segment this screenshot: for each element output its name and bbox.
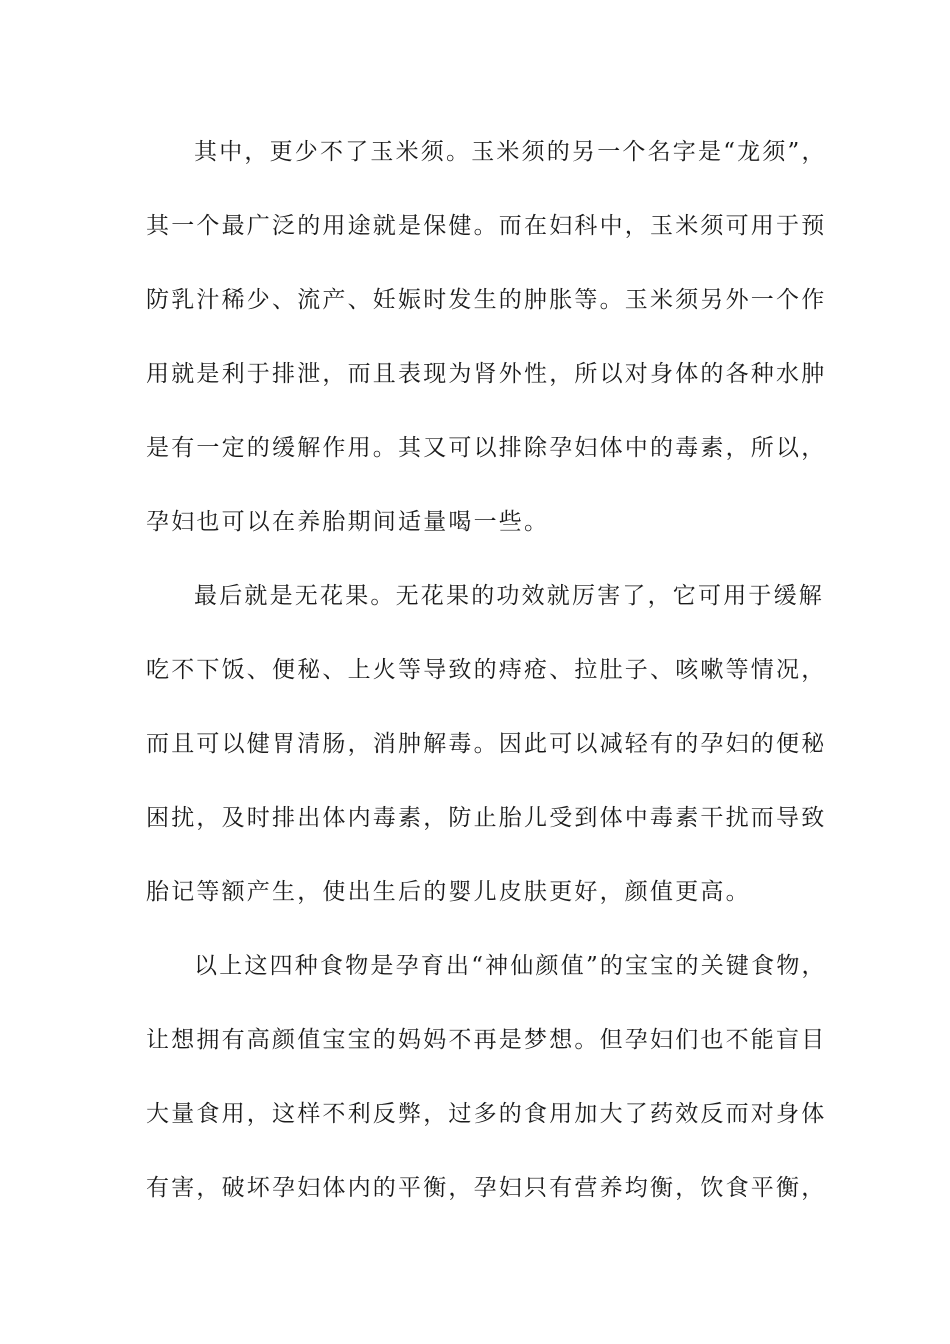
text-line: 以上这四种食物是孕育出“神仙颜值”的宝宝的关键食物， (194, 953, 827, 979)
text-line: 用就是利于排泄，而且表现为肾外性，所以对身体的各种水肿 (146, 361, 827, 387)
text-line: 最后就是无花果。无花果的功效就厉害了，它可用于缓解 (194, 583, 824, 609)
text-line: 让想拥有高颜值宝宝的妈妈不再是梦想。但孕妇们也不能盲目 (146, 1027, 827, 1053)
text-line: 其一个最广泛的用途就是保健。而在妇科中，玉米须可用于预 (146, 213, 827, 239)
body-text (146, 132, 827, 1242)
text-line: 孕妇也可以在养胎期间适量喝一些。 (146, 509, 550, 535)
text-line: 吃不下饭、便秘、上火等导致的痔疮、拉肚子、咳嗽等情况， (146, 657, 827, 683)
text-line: 有害，破坏孕妇体内的平衡，孕妇只有营养均衡，饮食平衡， (146, 1175, 827, 1201)
text-line: 大量食用，这样不利反弊，过多的食用加大了药效反而对身体 (146, 1101, 827, 1127)
text-line: 防乳汁稀少、流产、妊娠时发生的肿胀等。玉米须另外一个作 (146, 287, 827, 313)
text-line: 是有一定的缓解作用。其又可以排除孕妇体中的毒素，所以， (146, 435, 827, 461)
text-line: 而且可以健胃清肠，消肿解毒。因此可以减轻有的孕妇的便秘 (146, 731, 827, 757)
text-line: 其中，更少不了玉米须。玉米须的另一个名字是“龙须”， (194, 139, 827, 165)
text-line: 胎记等额产生，使出生后的婴儿皮肤更好，颜值更高。 (146, 879, 751, 905)
text-line: 困扰，及时排出体内毒素，防止胎儿受到体中毒素干扰而导致 (146, 805, 827, 831)
